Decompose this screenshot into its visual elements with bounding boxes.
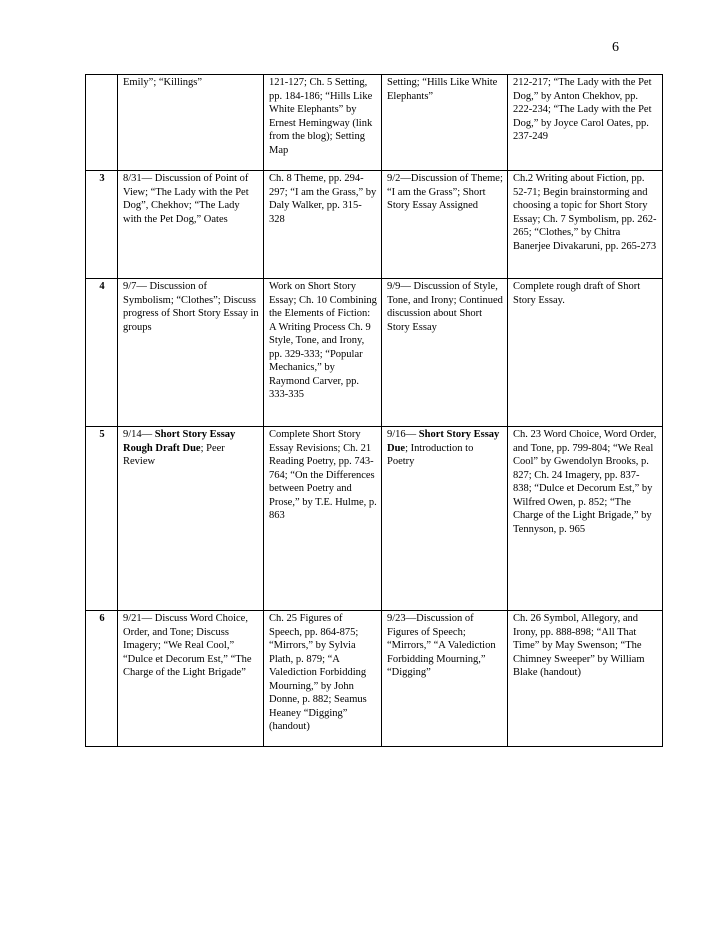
cell-text: 9/16— bbox=[387, 429, 419, 440]
week-number-cell: 3 bbox=[86, 171, 118, 279]
cell-text: Ch. 8 Theme, pp. 294-297; “I am the Grass,” by Daly Walker, pp. 315-328 bbox=[269, 173, 377, 225]
cell-text: Ch. 23 Word Choice, Word Order, and Tone, pp. 799-804; “We Real Cool” by Gwendolyn Brooks, p. 827; Ch. 24 Imagery, pp. 837-838; “Dulce et Decorum Est,” by Wilfred Owen, p. 852; “The Charge of the Light Brigade,” by Tennyson, p. 965 bbox=[513, 429, 657, 535]
cell-text: Ch.2 Writing about Fiction, pp. 52-71; Begin brainstorming and choosing a topic for Short Story Essay; Ch. 7 Symbolism, pp. 262-265; “Clothes,” by Chitra Banerjee Divakaruni, pp. 265-273 bbox=[513, 173, 657, 252]
cell-text: ; Peer Review bbox=[123, 442, 225, 467]
schedule-body bbox=[86, 75, 663, 747]
cell-text: 212-217; “The Lady with the Pet Dog,” by Anton Chekhov, pp. 222-234; “The Lady with the Pet Dog,” by Joyce Carol Oates, pp. 237-249 bbox=[513, 77, 652, 142]
cell-text: 9/7— Discussion of Symbolism; “Clothes”; Discuss progress of Short Story Essay in groups bbox=[123, 281, 259, 333]
cell-text: 9/21— Discuss Word Choice, Order, and Tone; Discuss Imagery; “We Real Cool,” “Dulce et Decorum Est,” “The Charge of the Light Brigade” bbox=[123, 613, 252, 678]
homework-2-cell bbox=[508, 611, 663, 747]
schedule-row bbox=[86, 611, 663, 747]
cell-text: 9/2—Discussion of Theme; “I am the Grass”; Short Story Essay Assigned bbox=[387, 173, 503, 211]
class-day-1-cell bbox=[118, 279, 264, 427]
class-day-1-cell bbox=[118, 611, 264, 747]
week-number-cell: 4 bbox=[86, 279, 118, 427]
class-day-2-cell bbox=[382, 75, 508, 171]
homework-2-cell bbox=[508, 171, 663, 279]
cell-text: 9/23—Discussion of Figures of Speech; “Mirrors,” “A Valediction Forbidding Mourning,” “Digging” bbox=[387, 613, 496, 678]
page-number: 6 bbox=[612, 40, 619, 55]
homework-1-cell bbox=[264, 75, 382, 171]
week-number-cell bbox=[86, 75, 118, 171]
homework-2-cell bbox=[508, 75, 663, 171]
course-schedule-table bbox=[85, 74, 663, 747]
homework-1-cell bbox=[264, 279, 382, 427]
homework-2-cell bbox=[508, 427, 663, 611]
cell-text: ; Introduction to Poetry bbox=[387, 442, 474, 467]
schedule-row bbox=[86, 427, 663, 611]
cell-text: Emily”; “Killings” bbox=[123, 77, 203, 88]
class-day-2-cell bbox=[382, 171, 508, 279]
cell-text: Ch. 26 Symbol, Allegory, and Irony, pp. 888-898; “All That Time” by May Swenson; “The Chimney Sweeper” by William Blake (handout) bbox=[513, 613, 645, 678]
cell-text: Complete Short Story Essay Revisions; Ch. 21 Reading Poetry, pp. 743-764; “On the Differences between Poetry and Prose,” by T.E. Hulme, p. 863 bbox=[269, 429, 377, 521]
due-date-text: Short Story Essay Rough Draft Due bbox=[123, 429, 236, 454]
cell-text: 8/31— Discussion of Point of View; “The Lady with the Pet Dog”, Chekhov; “The Lady with the Pet Dog,” Oates bbox=[123, 173, 249, 225]
cell-text: Ch. 25 Figures of Speech, pp. 864-875; “Mirrors,” by Sylvia Plath, p. 879; “A Valediction Forbidding Mourning,” by John Donne, p. 882; Seamus Heaney “Digging” (handout) bbox=[269, 613, 367, 732]
homework-2-cell bbox=[508, 279, 663, 427]
class-day-2-cell bbox=[382, 279, 508, 427]
schedule-row bbox=[86, 171, 663, 279]
week-number-cell: 5 bbox=[86, 427, 118, 611]
class-day-1-cell bbox=[118, 75, 264, 171]
homework-1-cell bbox=[264, 171, 382, 279]
schedule-row bbox=[86, 75, 663, 171]
cell-text: Complete rough draft of Short Story Essay. bbox=[513, 281, 641, 306]
homework-1-cell bbox=[264, 427, 382, 611]
cell-text: Setting; “Hills Like White Elephants” bbox=[387, 77, 498, 102]
cell-text: Work on Short Story Essay; Ch. 10 Combining the Elements of Fiction: A Writing Process Ch. 9 Style, Tone, and Irony, pp. 329-333; “Popular Mechanics,” by Raymond Carver, pp. 333-335 bbox=[269, 281, 377, 400]
homework-1-cell bbox=[264, 611, 382, 747]
due-date-text: Short Story Essay Due bbox=[387, 429, 500, 454]
cell-text: 9/9— Discussion of Style, Tone, and Irony; Continued discussion about Short Story Essay bbox=[387, 281, 503, 333]
cell-text: 9/14— bbox=[123, 429, 155, 440]
schedule-row bbox=[86, 279, 663, 427]
class-day-1-cell bbox=[118, 427, 264, 611]
class-day-2-cell bbox=[382, 611, 508, 747]
week-number-cell: 6 bbox=[86, 611, 118, 747]
cell-text: 121-127; Ch. 5 Setting, pp. 184-186; “Hills Like White Elephants” by Ernest Hemingway (link from the blog); Setting Map bbox=[269, 77, 373, 156]
class-day-1-cell bbox=[118, 171, 264, 279]
class-day-2-cell bbox=[382, 427, 508, 611]
